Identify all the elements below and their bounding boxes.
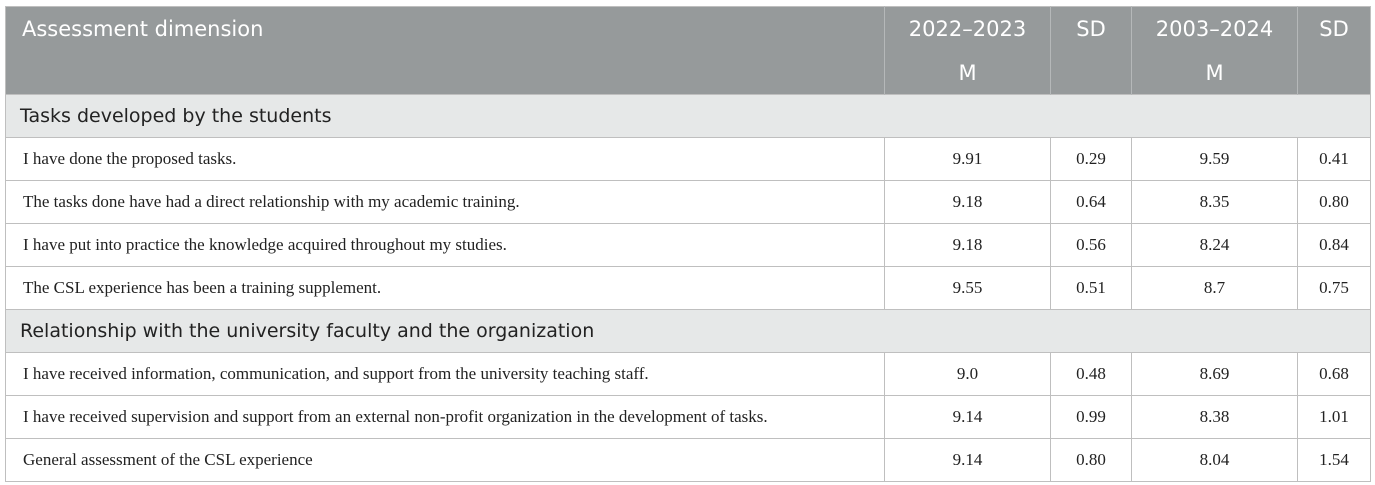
sd-2003-2024: 0.68 [1298, 353, 1371, 396]
table-row [6, 224, 1371, 267]
mean-2022-2023: 9.55 [885, 267, 1051, 310]
mean-2003-2024: 8.35 [1132, 181, 1298, 224]
mean-2022-2023: 9.18 [885, 181, 1051, 224]
sd-2003-2024: 0.84 [1298, 224, 1371, 267]
section-title: Relationship with the university faculty and the organization [6, 310, 1371, 353]
section-row [6, 95, 1371, 138]
row-label: I have done the proposed tasks. [6, 138, 885, 181]
header-period-2022-2023: 2022–2023 [885, 7, 1051, 52]
mean-2003-2024: 9.59 [1132, 138, 1298, 181]
section-row [6, 310, 1371, 353]
sd-2022-2023: 0.48 [1051, 353, 1132, 396]
row-label: I have put into practice the knowledge acquired throughout my studies. [6, 224, 885, 267]
sd-2022-2023: 0.29 [1051, 138, 1132, 181]
table-body [6, 95, 1371, 482]
mean-2022-2023: 9.91 [885, 138, 1051, 181]
header-sd-2: SD [1298, 7, 1371, 52]
row-label: The tasks done have had a direct relationship with my academic training. [6, 181, 885, 224]
sd-2003-2024: 0.41 [1298, 138, 1371, 181]
table-row [6, 181, 1371, 224]
sd-2022-2023: 0.64 [1051, 181, 1132, 224]
mean-2003-2024: 8.69 [1132, 353, 1298, 396]
table-header [6, 7, 1371, 95]
sd-2003-2024: 0.75 [1298, 267, 1371, 310]
sd-2022-2023: 0.99 [1051, 396, 1132, 439]
table-row [6, 138, 1371, 181]
table-row [6, 353, 1371, 396]
sd-2003-2024: 0.80 [1298, 181, 1371, 224]
sd-2003-2024: 1.54 [1298, 439, 1371, 482]
row-label: I have received supervision and support from an external non-profit organization in the development of tasks. [6, 396, 885, 439]
mean-2003-2024: 8.04 [1132, 439, 1298, 482]
row-label: I have received information, communication, and support from the university teaching staff. [6, 353, 885, 396]
row-label: General assessment of the CSL experience [6, 439, 885, 482]
mean-2022-2023: 9.0 [885, 353, 1051, 396]
row-label: The CSL experience has been a training supplement. [6, 267, 885, 310]
header-assessment-dimension: Assessment dimension [6, 7, 885, 52]
sd-2022-2023: 0.80 [1051, 439, 1132, 482]
header-sd-1: SD [1051, 7, 1132, 52]
subheader-blank [6, 51, 885, 95]
sd-2022-2023: 0.51 [1051, 267, 1132, 310]
header-row [6, 7, 1371, 52]
subheader-row [6, 51, 1371, 95]
assessment-table [5, 6, 1371, 482]
mean-2003-2024: 8.38 [1132, 396, 1298, 439]
mean-2022-2023: 9.14 [885, 439, 1051, 482]
subheader-m-1: M [885, 51, 1051, 95]
table-row [6, 439, 1371, 482]
subheader-blank [1051, 51, 1132, 95]
mean-2022-2023: 9.18 [885, 224, 1051, 267]
mean-2003-2024: 8.24 [1132, 224, 1298, 267]
sd-2003-2024: 1.01 [1298, 396, 1371, 439]
mean-2003-2024: 8.7 [1132, 267, 1298, 310]
table-row [6, 267, 1371, 310]
section-title: Tasks developed by the students [6, 95, 1371, 138]
header-period-2003-2024: 2003–2024 [1132, 7, 1298, 52]
subheader-blank [1298, 51, 1371, 95]
table-row [6, 396, 1371, 439]
subheader-m-2: M [1132, 51, 1298, 95]
mean-2022-2023: 9.14 [885, 396, 1051, 439]
assessment-table-container [5, 6, 1370, 482]
sd-2022-2023: 0.56 [1051, 224, 1132, 267]
